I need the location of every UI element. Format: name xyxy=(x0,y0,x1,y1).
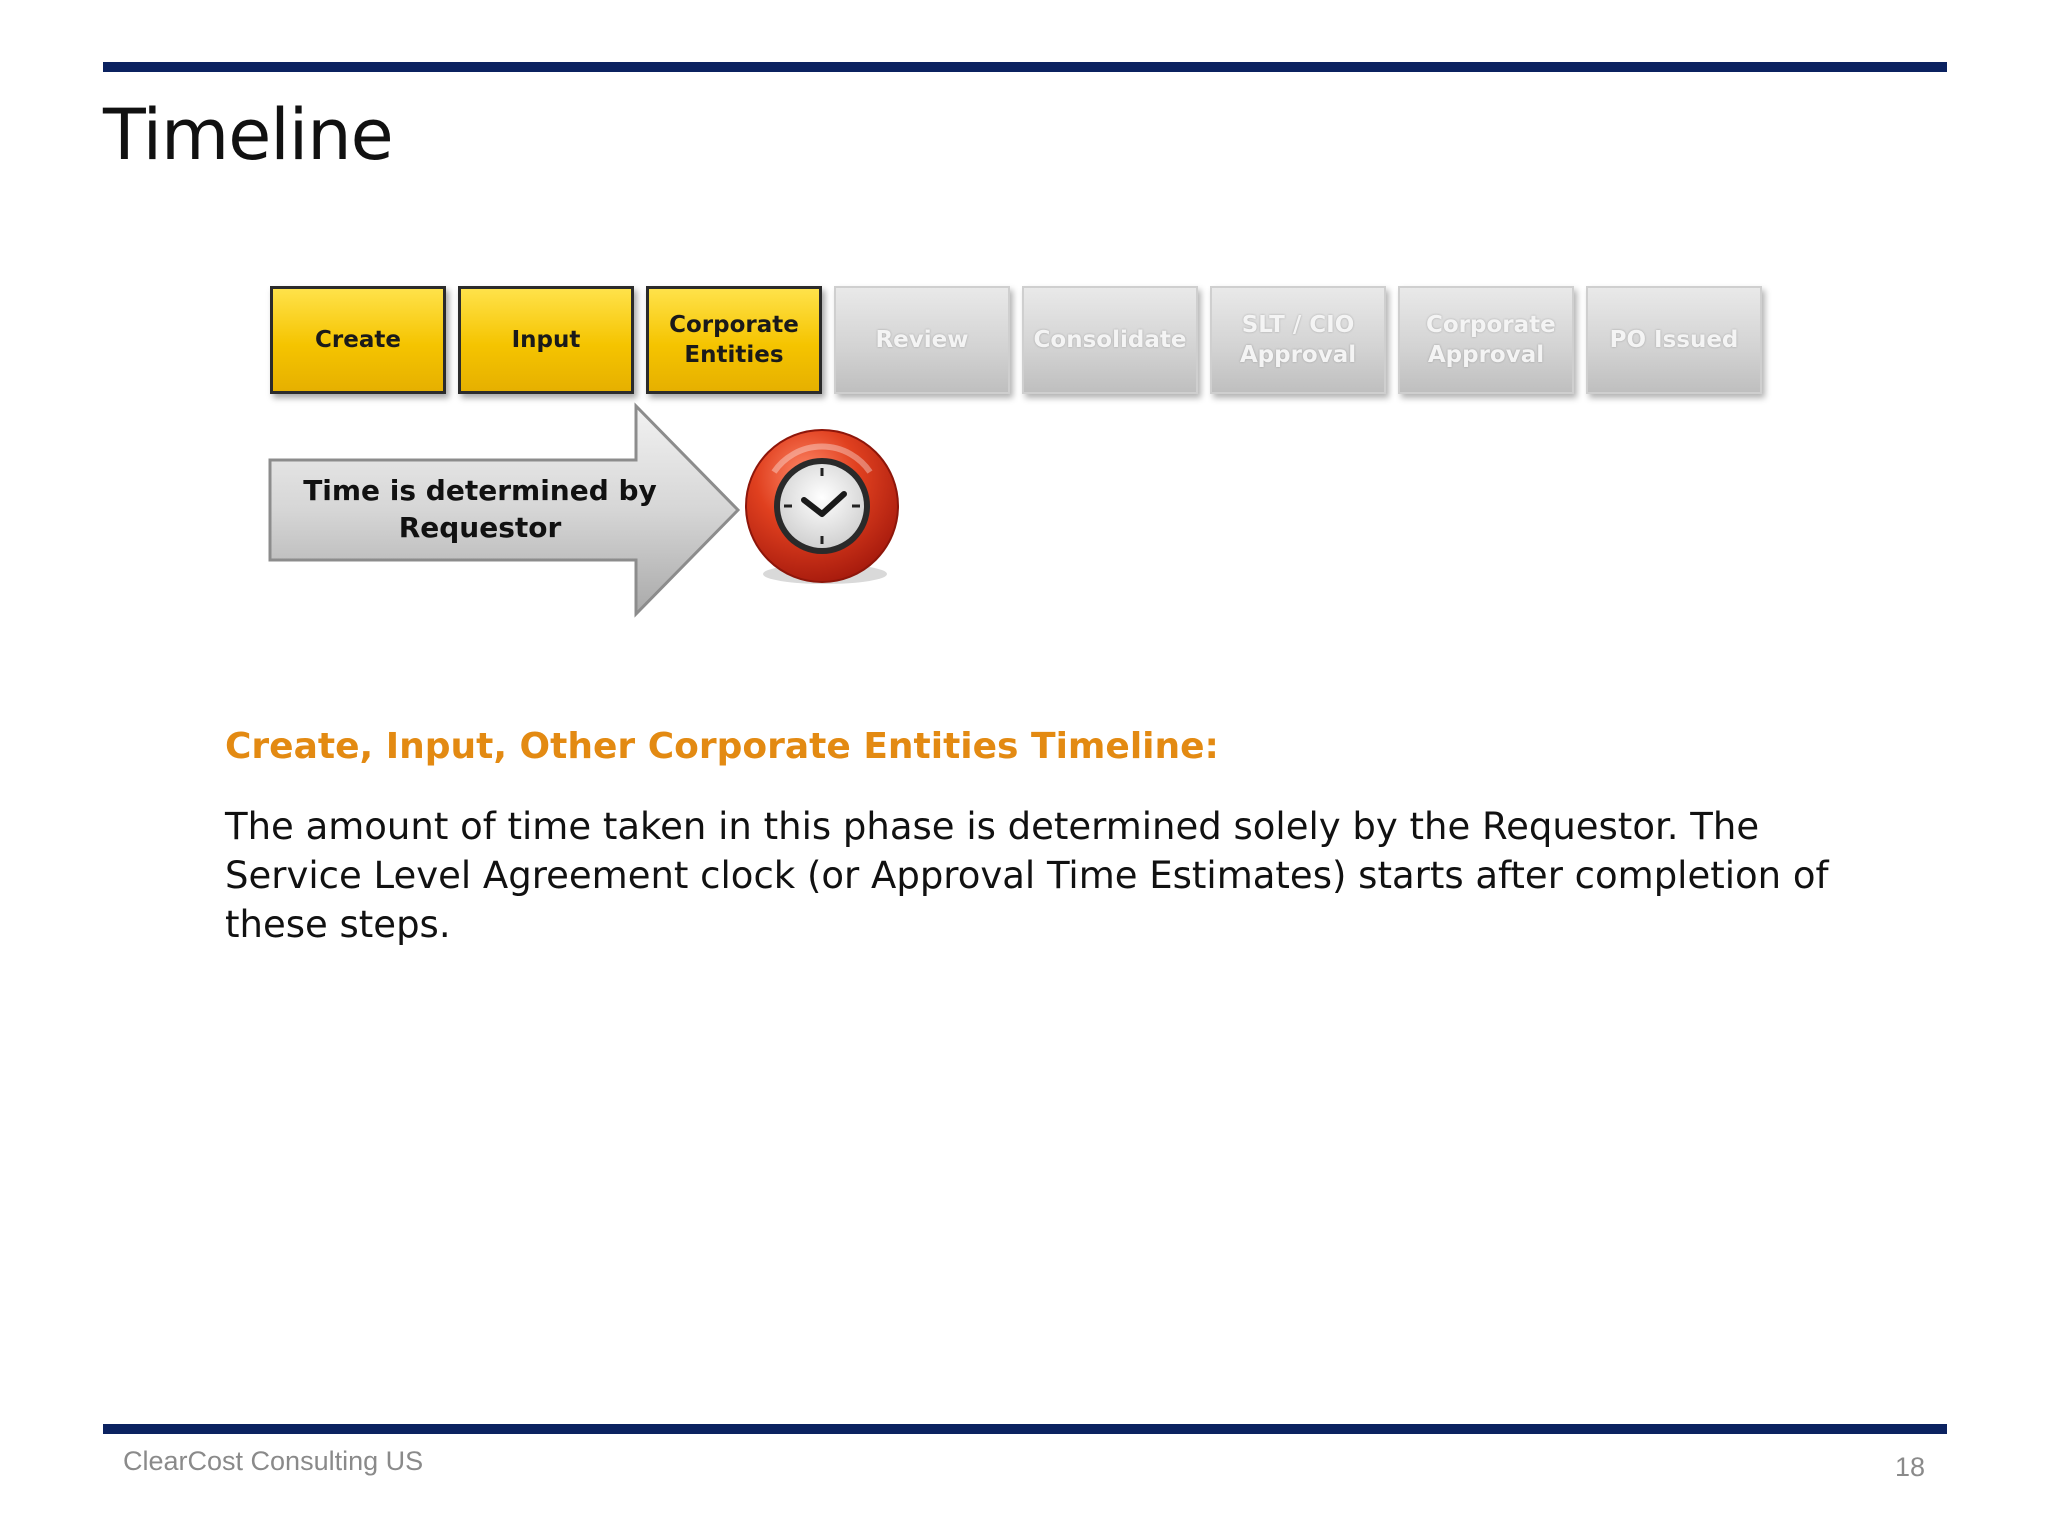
step-po-issued xyxy=(1586,286,1762,394)
step-label: SLT / CIO Approval xyxy=(1239,312,1357,368)
step-label: Corporate Entities xyxy=(669,312,799,368)
section-heading: Create, Input, Other Corporate Entities Timeline: xyxy=(225,726,1219,767)
step-label: Input xyxy=(511,327,581,353)
body-paragraph: The amount of time taken in this phase is determined solely by the Requestor. The Service Level Agreement clock (or Approval Time Estimates) starts after completion of these steps. xyxy=(225,805,1829,946)
step-review xyxy=(834,286,1010,394)
footer-company: ClearCost Consulting US xyxy=(123,1446,424,1476)
step-consolidate xyxy=(1022,286,1198,394)
step-slt-cio-approval xyxy=(1210,286,1386,394)
page-number: 18 xyxy=(1894,1452,1925,1482)
step-label: Corporate Approval xyxy=(1426,312,1556,368)
header-rule xyxy=(103,62,1947,72)
step-label: Review xyxy=(875,327,969,353)
step-label: Consolidate xyxy=(1033,327,1187,353)
step-input xyxy=(458,286,634,394)
step-label: Create xyxy=(315,327,401,353)
step-corporate-entities xyxy=(646,286,822,394)
step-create xyxy=(270,286,446,394)
page-title: Timeline xyxy=(103,94,393,176)
clock-icon xyxy=(740,424,910,594)
step-label: PO Issued xyxy=(1609,327,1739,353)
footer-rule xyxy=(103,1424,1947,1434)
step-corporate-approval xyxy=(1398,286,1574,394)
arrow-label: Time is determined by Requestor xyxy=(303,474,657,544)
